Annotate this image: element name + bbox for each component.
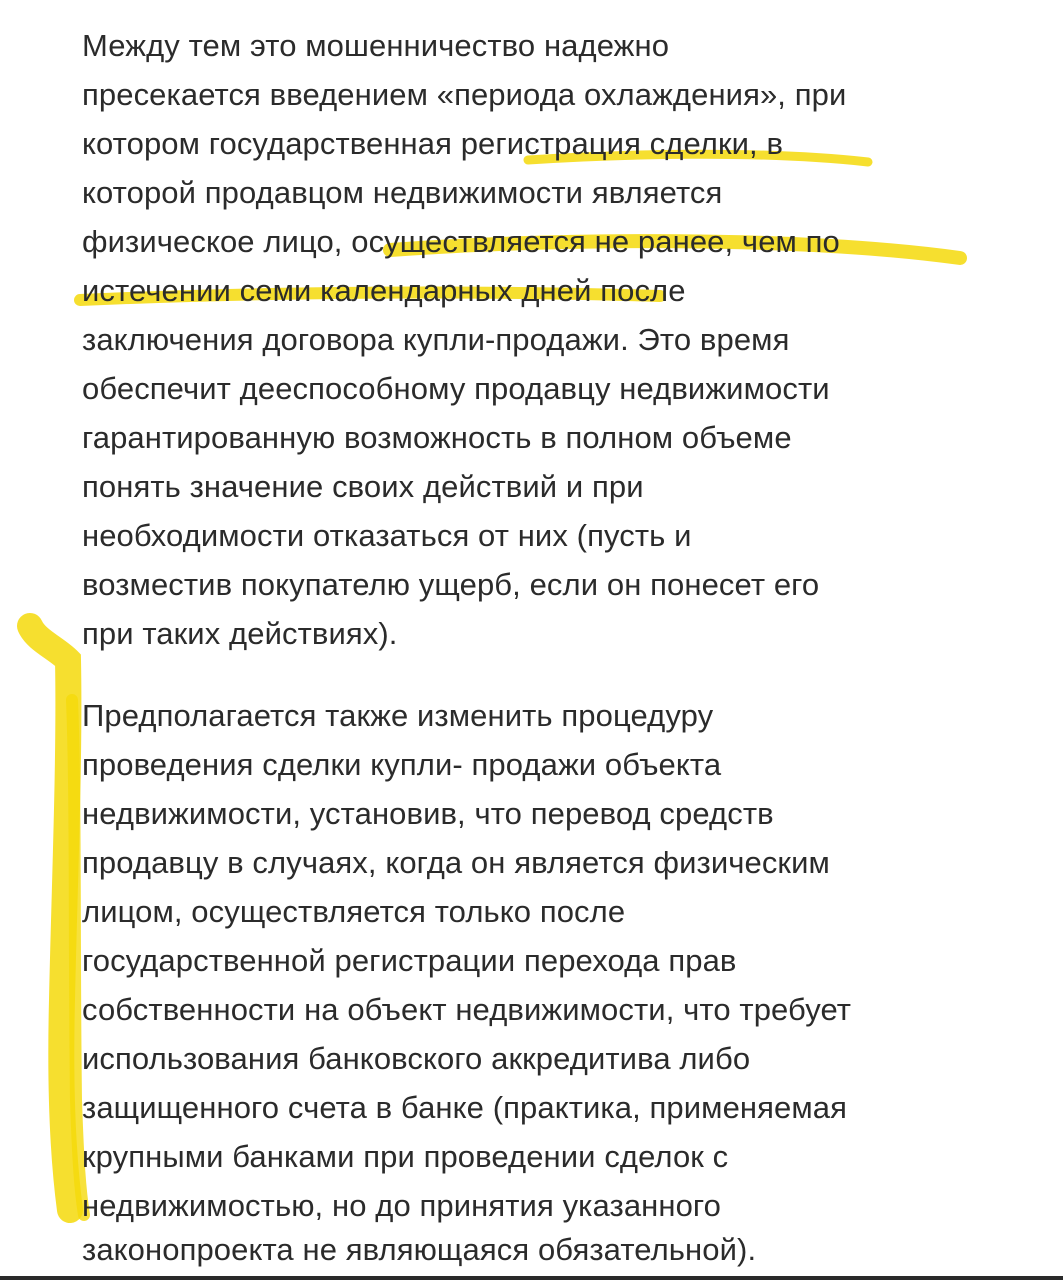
paragraph-1-line-12: возместив покупателю ущерб, если он понесет его: [82, 567, 820, 602]
paragraph-2-line-9: защищенного счета в банке (практика, применяемая: [82, 1090, 848, 1125]
paragraph-2-line-7: собственности на объект недвижимости, что требует: [82, 992, 852, 1027]
paragraph-2-line-10: крупными банками при проведении сделок с: [82, 1139, 729, 1174]
paragraph-1-line-11: необходимости отказаться от них (пусть и: [82, 518, 692, 553]
paragraph-1-line-2: пресекается введением «периода охлаждения», при: [82, 77, 847, 112]
paragraph-1-line-6: истечении семи календарных дней после: [82, 273, 686, 308]
paragraph-2-line-8: использования банковского аккредитива либо: [82, 1041, 751, 1076]
paragraph-1-line-10: понять значение своих действий и при: [82, 469, 644, 504]
paragraph-2-line-4: продавцу в случаях, когда он является физическим: [82, 845, 830, 880]
paragraph-1-line-5: физическое лицо, осуществляется не ранее, чем по: [82, 224, 840, 259]
paragraph-1-line-7: заключения договора купли-продажи. Это время: [82, 322, 790, 357]
paragraph-1-line-1: Между тем это мошенничество надежно: [82, 28, 670, 63]
paragraph-2-line-1: Предполагается также изменить процедуру: [82, 698, 714, 733]
paragraph-1-line-8: обеспечит дееспособному продавцу недвижимости: [82, 371, 830, 406]
page-bottom-border: [0, 1276, 1063, 1280]
paragraph-1-line-3: котором государственная регистрация сделки, в: [82, 126, 784, 161]
paragraph-1-line-9: гарантированную возможность в полном объеме: [82, 420, 792, 455]
paragraph-2-line-5: лицом, осуществляется только после: [82, 894, 626, 929]
paragraph-2-line-3: недвижимости, установив, что перевод средств: [82, 796, 774, 831]
paragraph-2-line-12: законопроекта не являющаяся обязательной).: [82, 1232, 757, 1267]
paragraph-1-line-4: которой продавцом недвижимости является: [82, 175, 723, 210]
paragraph-1-line-13: при таких действиях).: [82, 616, 398, 651]
paragraph-2-line-2: проведения сделки купли- продажи объекта: [82, 747, 722, 782]
paragraph-2-line-6: государственной регистрации перехода прав: [82, 943, 737, 978]
paragraph-2-line-11: недвижимостью, но до принятия указанного: [82, 1188, 722, 1223]
